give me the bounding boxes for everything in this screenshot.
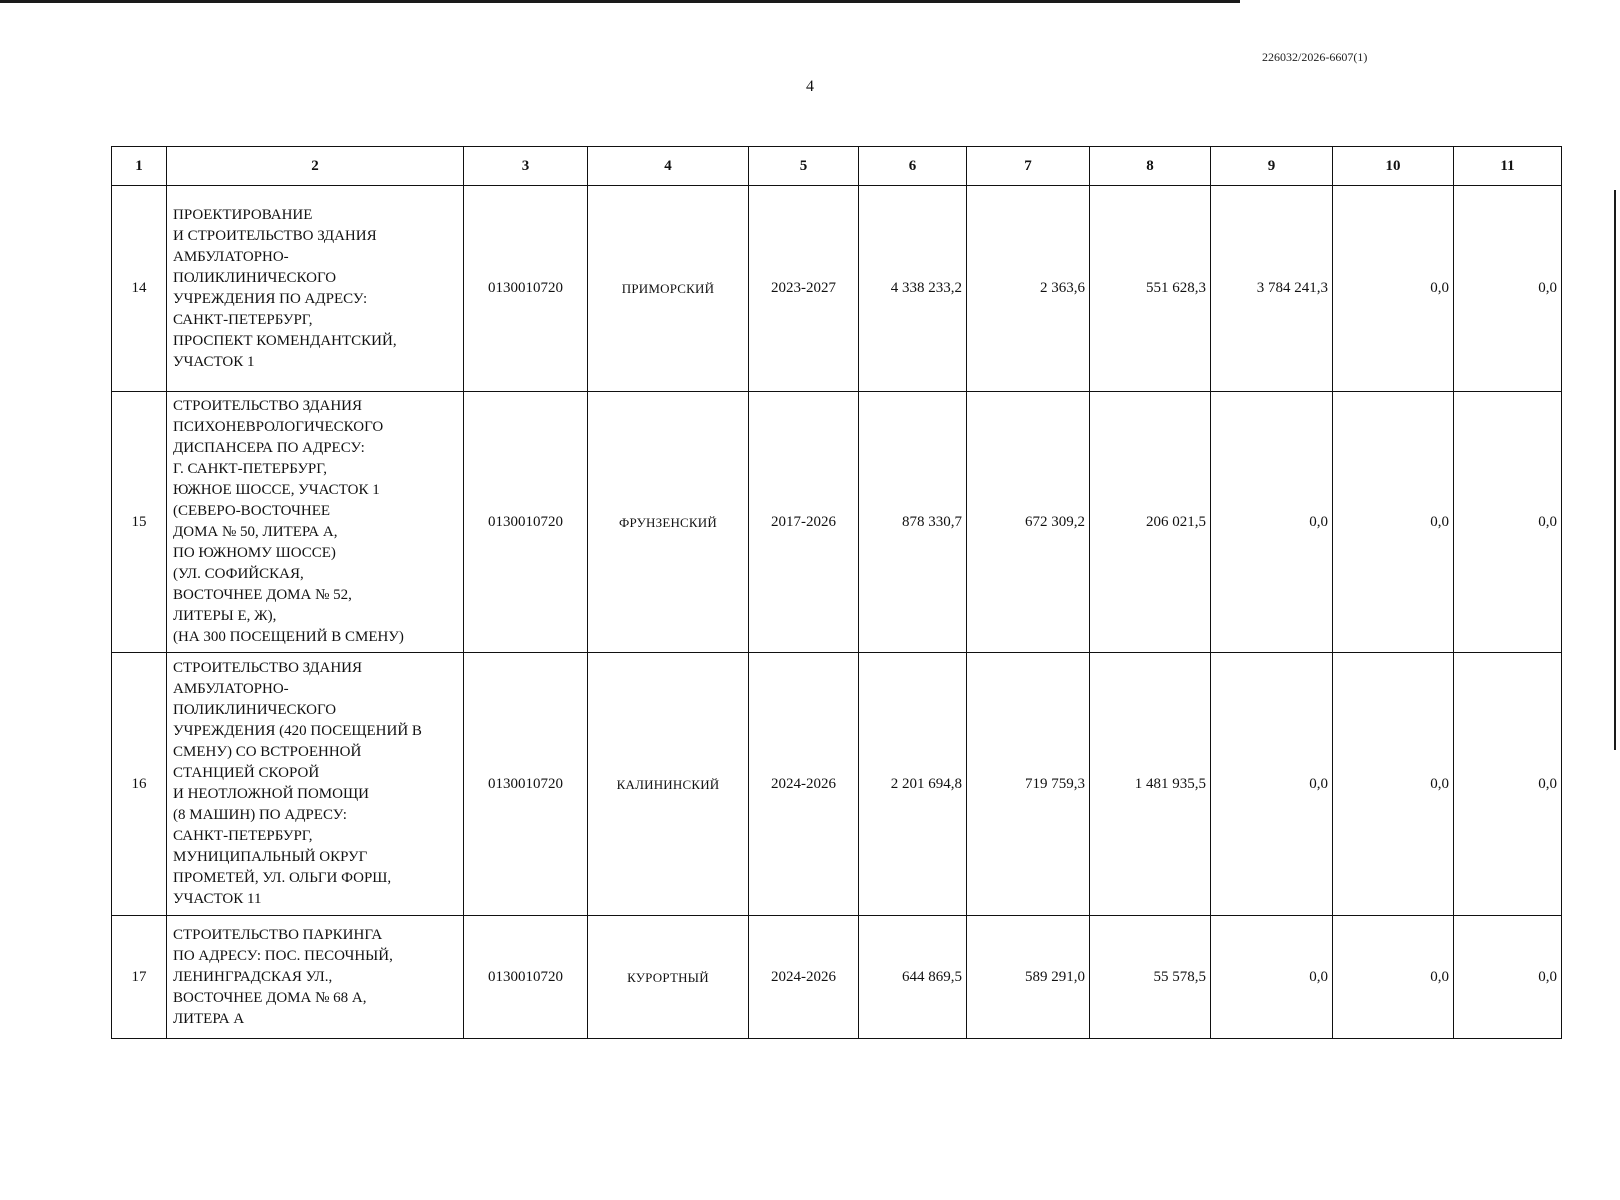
district: ПРИМОРСКИЙ	[588, 186, 749, 392]
column-header: 9	[1211, 147, 1333, 186]
period: 2023-2027	[749, 186, 859, 392]
value-col-7: 672 309,2	[967, 392, 1090, 653]
column-header: 8	[1090, 147, 1211, 186]
projects-table	[111, 146, 1562, 1039]
value-col-9: 3 784 241,3	[1211, 186, 1333, 392]
value-col-11: 0,0	[1454, 653, 1562, 916]
value-col-9: 0,0	[1211, 916, 1333, 1039]
value-col-6: 878 330,7	[859, 392, 967, 653]
column-header: 4	[588, 147, 749, 186]
page-number: 4	[806, 78, 814, 95]
value-col-8: 551 628,3	[1090, 186, 1211, 392]
column-header: 1	[112, 147, 167, 186]
value-col-11: 0,0	[1454, 916, 1562, 1039]
row-number: 17	[112, 916, 167, 1039]
value-col-9: 0,0	[1211, 653, 1333, 916]
value-col-10: 0,0	[1333, 186, 1454, 392]
right-scan-border	[1614, 190, 1616, 750]
value-col-10: 0,0	[1333, 392, 1454, 653]
top-scan-border	[0, 0, 1240, 3]
row-number: 16	[112, 653, 167, 916]
column-header: 10	[1333, 147, 1454, 186]
document-registration-number: 226032/2026-6607(1)	[1262, 50, 1368, 64]
column-header: 11	[1454, 147, 1562, 186]
value-col-11: 0,0	[1454, 392, 1562, 653]
column-header: 7	[967, 147, 1090, 186]
value-col-9: 0,0	[1211, 392, 1333, 653]
column-header: 5	[749, 147, 859, 186]
period: 2024-2026	[749, 916, 859, 1039]
value-col-10: 0,0	[1333, 653, 1454, 916]
district: КАЛИНИНСКИЙ	[588, 653, 749, 916]
budget-code: 0130010720	[464, 916, 588, 1039]
value-col-8: 206 021,5	[1090, 392, 1211, 653]
table-header-row	[112, 147, 1562, 186]
project-name: СТРОИТЕЛЬСТВО ПАРКИНГА ПО АДРЕСУ: ПОС. ПЕСОЧНЫЙ, ЛЕНИНГРАДСКАЯ УЛ., ВОСТОЧНЕЕ ДОМА № 68 А, ЛИТЕРА А	[167, 916, 464, 1039]
row-number: 14	[112, 186, 167, 392]
period: 2024-2026	[749, 653, 859, 916]
value-col-11: 0,0	[1454, 186, 1562, 392]
column-header: 6	[859, 147, 967, 186]
project-name: СТРОИТЕЛЬСТВО ЗДАНИЯ ПСИХОНЕВРОЛОГИЧЕСКОГО ДИСПАНСЕРА ПО АДРЕСУ: Г. САНКТ-ПЕТЕРБУРГ, ЮЖНОЕ ШОССЕ, УЧАСТОК 1 (СЕВЕРО-ВОСТОЧНЕЕ ДОМА № 50, ЛИТЕРА А, ПО ЮЖНОМУ ШОССЕ) (УЛ. СОФИЙСКАЯ, ВОСТОЧНЕЕ ДОМА № 52, ЛИТЕРЫ Е, Ж), (НА 300 ПОСЕЩЕНИЙ В СМЕНУ)	[167, 392, 464, 653]
value-col-7: 719 759,3	[967, 653, 1090, 916]
budget-code: 0130010720	[464, 392, 588, 653]
budget-code: 0130010720	[464, 186, 588, 392]
value-col-7: 589 291,0	[967, 916, 1090, 1039]
budget-code: 0130010720	[464, 653, 588, 916]
value-col-10: 0,0	[1333, 916, 1454, 1039]
row-number: 15	[112, 392, 167, 653]
value-col-6: 644 869,5	[859, 916, 967, 1039]
table-row	[112, 916, 1562, 1039]
table-row	[112, 653, 1562, 916]
value-col-6: 4 338 233,2	[859, 186, 967, 392]
table-row	[112, 186, 1562, 392]
district: КУРОРТНЫЙ	[588, 916, 749, 1039]
table-row	[112, 392, 1562, 653]
project-name: ПРОЕКТИРОВАНИЕ И СТРОИТЕЛЬСТВО ЗДАНИЯ АМБУЛАТОРНО- ПОЛИКЛИНИЧЕСКОГО УЧРЕЖДЕНИЯ ПО АДРЕСУ: САНКТ-ПЕТЕРБУРГ, ПРОСПЕКТ КОМЕНДАНТСКИЙ, УЧАСТОК 1	[167, 186, 464, 392]
value-col-8: 1 481 935,5	[1090, 653, 1211, 916]
value-col-8: 55 578,5	[1090, 916, 1211, 1039]
project-name: СТРОИТЕЛЬСТВО ЗДАНИЯ АМБУЛАТОРНО- ПОЛИКЛИНИЧЕСКОГО УЧРЕЖДЕНИЯ (420 ПОСЕЩЕНИЙ В СМЕНУ) СО ВСТРОЕННОЙ СТАНЦИЕЙ СКОРОЙ И НЕОТЛОЖНОЙ ПОМОЩИ (8 МАШИН) ПО АДРЕСУ: САНКТ-ПЕТЕРБУРГ, МУНИЦИПАЛЬНЫЙ ОКРУГ ПРОМЕТЕЙ, УЛ. ОЛЬГИ ФОРШ, УЧАСТОК 11	[167, 653, 464, 916]
column-header: 3	[464, 147, 588, 186]
value-col-6: 2 201 694,8	[859, 653, 967, 916]
district: ФРУНЗЕНСКИЙ	[588, 392, 749, 653]
column-header: 2	[167, 147, 464, 186]
value-col-7: 2 363,6	[967, 186, 1090, 392]
period: 2017-2026	[749, 392, 859, 653]
